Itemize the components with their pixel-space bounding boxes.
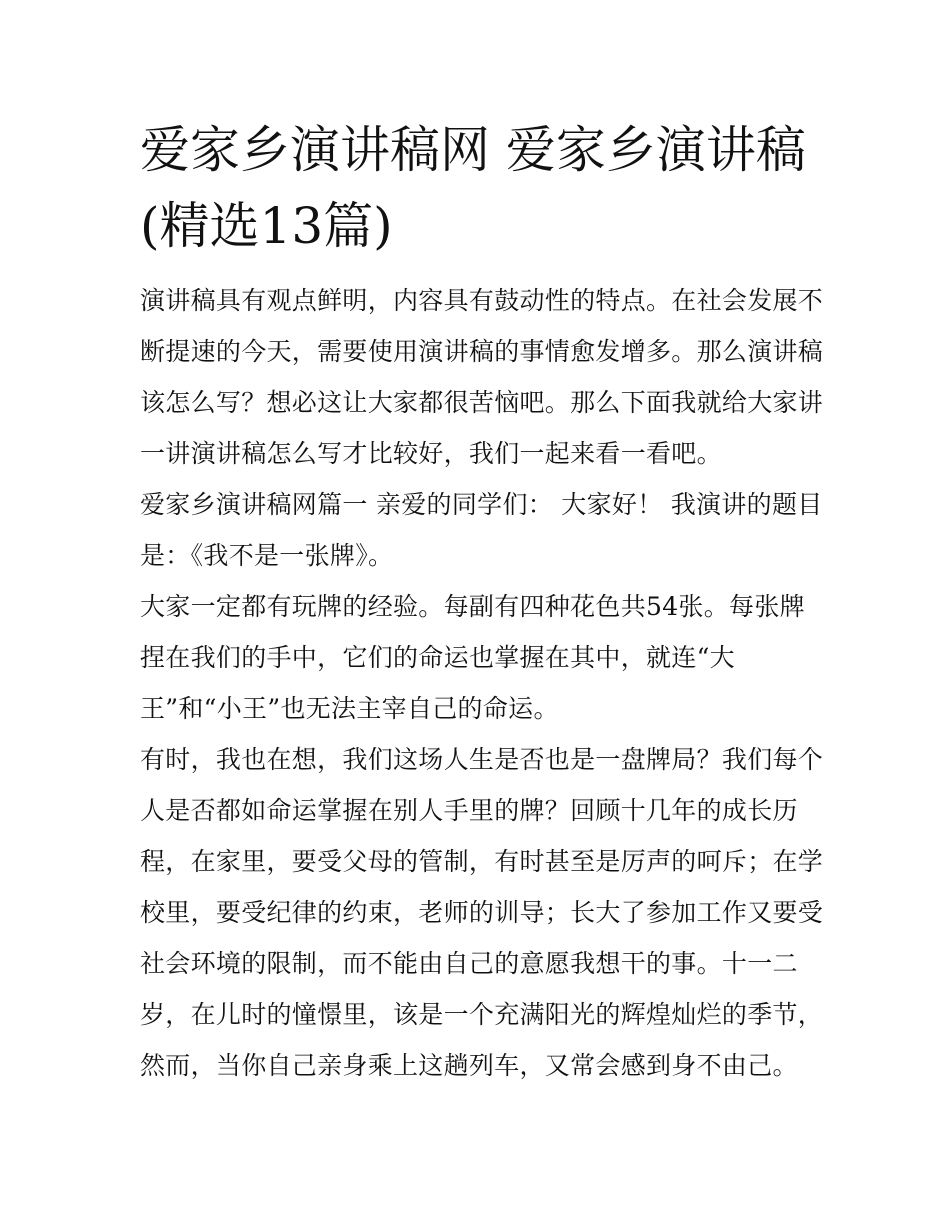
text-line: 断提速的今天，需要使用演讲稿的事情愈发增多。那么演讲稿 [140,337,824,366]
title-line: 爱家乡演讲稿网 爱家乡演讲稿 [140,121,806,179]
text-line: 有时，我也在想，我们这场人生是否也是一盘牌局？我们每个 [140,745,824,774]
document-title [140,112,820,264]
text-line: 是：《我不是一张牌》。 [140,541,394,570]
text-line: 人是否都如命运掌握在别人手里的牌？回顾十几年的成长历 [140,796,798,825]
title-line: (精选13篇) [140,197,393,255]
paragraph-cards [140,581,820,734]
text-line: 程，在家里，要受父母的管制，有时甚至是厉声的呵斥；在学 [140,847,824,876]
paragraph-intro [140,275,824,479]
text-line: 岁，在儿时的憧憬里，该是一个充满阳光的辉煌灿烂的季节， [140,1000,824,1029]
text-line: 然而，当你自己亲身乘上这趟列车，又常会感到身不由己。 [140,1051,798,1080]
text-line: 社会环境的限制，而不能由自己的意愿我想干的事。十一二 [140,949,798,978]
text-line: 该怎么写？想必这让大家都很苦恼吧。那么下面我就给大家讲 [140,388,824,417]
text-line: 演讲稿具有观点鲜明，内容具有鼓动性的特点。在社会发展不 [140,286,824,315]
text-line: 王”和“小王”也无法主宰自己的命运。 [140,694,559,723]
document-body [140,275,824,1091]
text-line: 大家一定都有玩牌的经验。每副有四种花色共54张。每张牌 [140,592,805,621]
paragraph-reflection [140,734,824,1091]
text-line: 校里，要受纪律的约束，老师的训导；长大了参加工作又要受 [140,898,824,927]
text-line: 一讲演讲稿怎么写才比较好，我们一起来看一看吧。 [140,439,722,468]
text-line: 爱家乡演讲稿网篇一 亲爱的同学们： 大家好！ 我演讲的题目 [140,490,823,519]
text-line: 捏在我们的手中，它们的命运也掌握在其中，就连“大 [140,643,735,672]
paragraph-greeting [140,479,823,581]
